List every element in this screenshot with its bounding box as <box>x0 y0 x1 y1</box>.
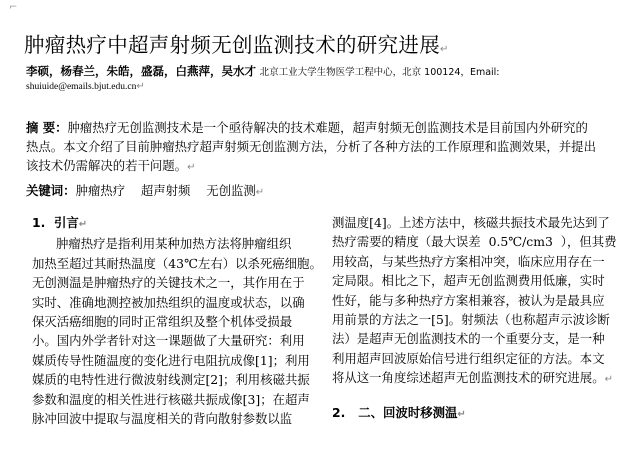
paragraph-mark: ↵ <box>255 187 265 198</box>
paragraph-mark: ↵ <box>604 374 613 386</box>
body-line: 法）是超声无创监测技术的一个重要分支，是一种 <box>332 331 605 347</box>
body-line: 无创测温是肿瘤热疗的关键技术之一，其作用在于 <box>32 275 305 291</box>
body-line <box>332 368 613 389</box>
abstract-text: 肿瘤热疗无创监测技术是一个亟待解决的技术难题，超声射频无创监测技术是目前国内外研究的 <box>67 120 588 135</box>
section-2-heading-text: 2. 二、回波时移测温 <box>332 405 458 420</box>
body-line: 脉冲回波中提取与温度相关的背向散射参数以监 <box>32 411 293 427</box>
body-line: 参数和温度的相关性进行核磁共振成像[3]；在超声 <box>32 391 310 407</box>
abstract-line <box>26 118 606 137</box>
body-line: 保灭活癌细胞的同时正常组织及整个机体受损最 <box>32 314 293 330</box>
body-line: 性好，能与多种热疗方案相兼容，被认为是最具应 <box>332 292 605 308</box>
body-line: 用较高，与某些热疗方案相冲突，临床应用存在一 <box>332 253 605 269</box>
body-line: 加热至超过其耐热温度（43℃左右）以杀死癌细胞。 <box>32 255 322 271</box>
body-line: 测温度[4]。上述方法中，核磁共振技术最先达到了 <box>332 215 610 230</box>
author-line <box>26 63 500 79</box>
body-line: 实时、准确地测控被加热组织的温度或状态，以确 <box>32 294 305 310</box>
abstract-text: 该技术仍需解决的若干问题。 <box>26 158 188 173</box>
right-column <box>332 213 617 390</box>
body-line-text: 将从这一角度综述超声无创监测技术的研究进展。 <box>332 370 605 386</box>
abstract-line: 热点。本文介绍了目前肿瘤热疗超声射频无创监测方法，分析了各种方法的工作原理和监测效果，并提出 <box>26 139 596 154</box>
section-2-heading <box>332 403 466 421</box>
section-1-heading <box>32 213 310 234</box>
keywords <box>26 181 264 199</box>
author-email: shuiuide@emails.bjut.edu.cn <box>26 82 137 92</box>
body-line: 媒质的电特性进行微波射线测定[2]；利用核磁共振 <box>32 372 310 388</box>
author-email-line <box>26 81 145 92</box>
body-line: 媒质传导性随温度的变化进行电阻抗成像[1]；利用 <box>32 352 310 368</box>
paragraph-mark: ↵ <box>440 44 449 55</box>
body-line: 利用超声回波原始信号进行组织定征的方法。本文 <box>332 350 605 366</box>
keywords-label: 关键词： <box>26 183 76 198</box>
body-line: 定局限。相比之下，超声无创监测费用低廉，实时 <box>332 273 605 289</box>
paper-title-text: 肿瘤热疗中超声射频无创监测技术的研究进展 <box>24 33 440 57</box>
section-1-heading-text: 1. 引言 <box>32 215 79 230</box>
affiliation: 北京工业大学生物医学工程中心，北京 100124，Email: <box>259 67 500 78</box>
left-column <box>32 213 322 428</box>
paragraph-mark: ↵ <box>187 162 196 173</box>
paragraph-mark: ↵ <box>457 409 466 420</box>
body-line: 肿瘤热疗是指利用某种加热方法将肿瘤组织 <box>56 236 292 252</box>
paper-title <box>24 28 449 58</box>
paragraph-mark: ↵ <box>78 219 88 230</box>
abstract-label: 摘 要： <box>26 120 68 135</box>
paragraph-mark: ↵ <box>136 81 145 92</box>
abstract <box>26 118 606 177</box>
page-corner-mark: ⌐ <box>9 2 18 13</box>
body-line: 小。国内外学者针对这一课题做了大量研究：利用 <box>32 333 305 349</box>
body-line: 热疗需要的精度（最大误差 0.5℃/cm3 ），但其费 <box>332 234 617 250</box>
body-line: 用前景的方法之一[5]。射频法（也称超声示波诊断 <box>332 312 610 328</box>
keywords-text: 肿瘤热疗 超声射频 无创监测 <box>75 183 256 198</box>
author-names: 李硕，杨春兰，朱皓，盛磊，白燕萍，吴水才 <box>26 64 256 78</box>
abstract-line <box>26 156 606 177</box>
